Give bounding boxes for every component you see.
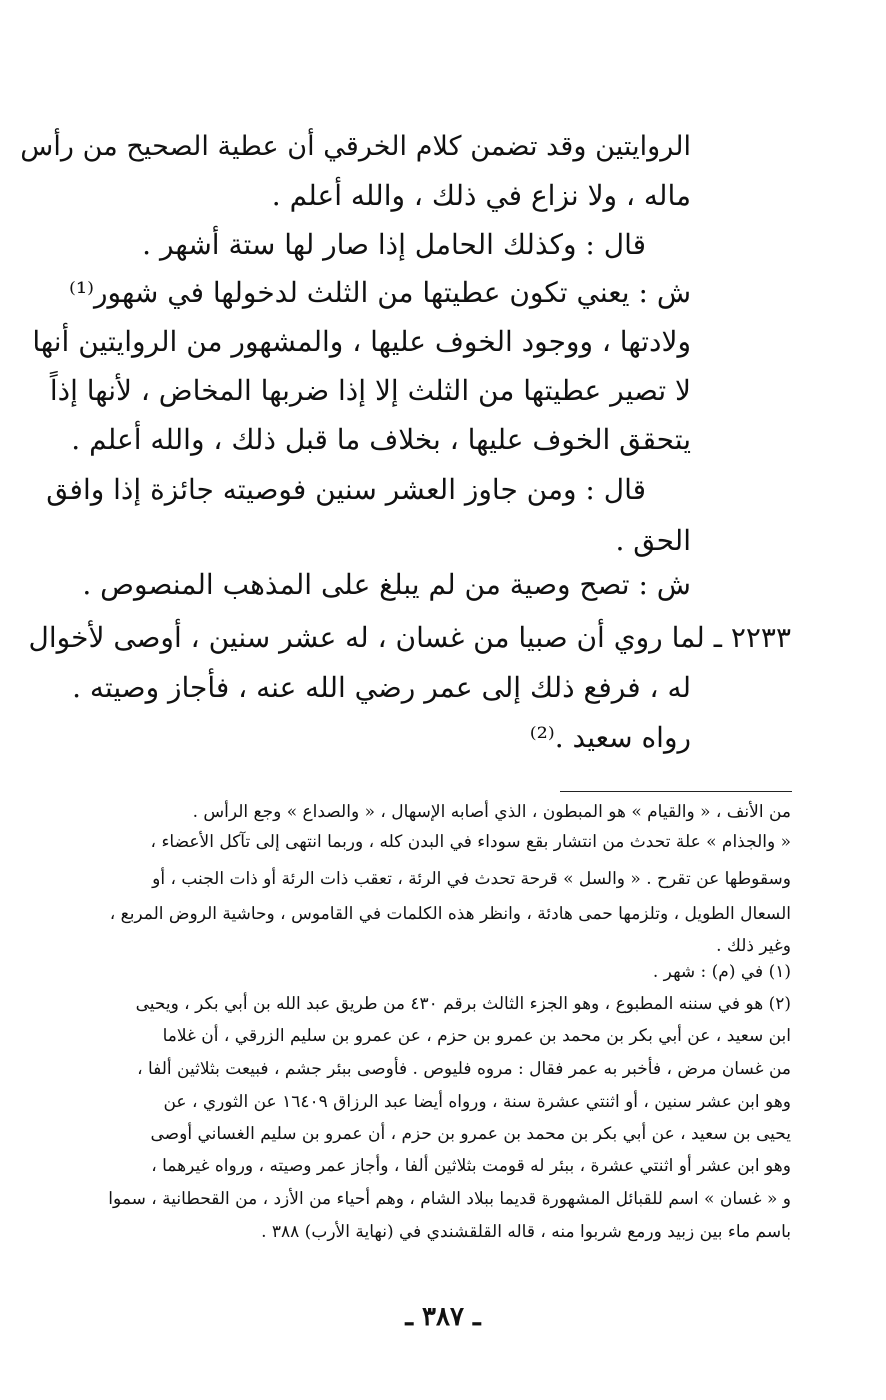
main-line: ش : تصح وصية من لم يبلغ على المذهب المنصوص .	[82, 568, 691, 601]
footnote-line: وسقوطها عن تقرح . « والسل » قرحة تحدث في الرئة ، تعقب ذات الرئة أو ذات الجنب ، أو	[152, 869, 791, 889]
main-line: ٢٢٣٣ ـ لما روي أن صبيا من غسان ، له عشر سنين ، أوصى لأخوال	[28, 621, 791, 654]
main-line: قال : ومن جاوز العشر سنين فوصيته جائزة إذا وافق	[46, 473, 646, 506]
main-line: الروايتين وقد تضمن كلام الخرقي أن عطية الصحيح من رأس	[20, 131, 691, 162]
footnote-separator	[560, 791, 792, 792]
main-line: يتحقق الخوف عليها ، بخلاف ما قبل ذلك ، والله أعلم .	[71, 423, 691, 456]
main-line: قال : وكذلك الحامل إذا صار لها ستة أشهر .	[142, 228, 646, 261]
footnote-line: وهو ابن عشر سنين ، أو اثنتي عشرة سنة ، ورواه أيضا عبد الرزاق ١٦٤٠٩ عن الثوري ، عن	[163, 1092, 791, 1112]
footnote-line: وغير ذلك .	[716, 936, 791, 956]
main-line: ولادتها ، ووجود الخوف عليها ، والمشهور من الروايتين أنها	[32, 325, 691, 358]
main-line: ش : يعني تكون عطيتها من الثلث لدخولها في شهور⁽¹⁾	[69, 276, 691, 309]
main-line: ماله ، ولا نزاع في ذلك ، والله أعلم .	[271, 179, 691, 212]
footnote-line: (١) في (م) : شهر .	[652, 962, 791, 982]
footnote-line: وهو ابن عشر أو اثنتي عشرة ، ببئر له قومت بثلاثين ألفا ، وأجاز عمر وصيته ، ورواه غيرهما ،	[151, 1156, 791, 1176]
footnote-line: ابن سعيد ، عن أبي بكر بن محمد بن عمرو بن حزم ، عن عمرو بن سليم الزرقي ، أن غلاما	[162, 1026, 791, 1046]
footnote-line: و « غسان » اسم للقبائل المشهورة قديما ببلاد الشام ، وهم أحياء من الأزد ، من القحطانية ، سموا	[108, 1189, 791, 1209]
footnote-line: من غسان مرض ، فأخبر به عمر فقال : مروه فليوص . فأوصى ببئر جشم ، فبيعت بثلاثين ألفا ،	[137, 1059, 791, 1079]
footnote-line: (٢) هو في سننه المطبوع ، وهو الجزء الثالث برقم ٤٣٠ من طريق عبد الله بن أبي بكر ، ويحيى	[135, 994, 791, 1014]
main-line: رواه سعيد .⁽²⁾	[529, 721, 691, 754]
main-line: له ، فرفع ذلك إلى عمر رضي الله عنه ، فأجاز وصيته .	[72, 671, 691, 704]
footnote-line: « والجذام » علة تحدث من انتشار بقع سوداء في البدن كله ، وربما انتهى إلى تآكل الأعضاء ،	[150, 832, 791, 852]
footnote-line: السعال الطويل ، وتلزمها حمى هادئة ، وانظر هذه الكلمات في القاموس ، وحاشية الروض المربع ،	[109, 904, 791, 924]
main-line: الحق .	[615, 524, 691, 557]
page-number: ـ ٣٨٧ ـ	[405, 1302, 481, 1332]
footnote-line: يحيى بن سعيد ، عن أبي بكر بن محمد بن عمرو بن حزم ، أن عمرو بن سليم الغساني أوصى	[150, 1124, 791, 1144]
footnote-line: من الأنف ، « والقيام » هو المبطون ، الذي أصابه الإسهال ، « والصداع » وجع الرأس .	[192, 802, 791, 822]
footnote-line: باسم ماء بين زبيد ورمع شربوا منه ، قاله القلقشندي في (نهاية الأرب) ٣٨٨ .	[261, 1222, 791, 1242]
main-line: لا تصير عطيتها من الثلث إلا إذا ضربها المخاض ، لأنها إذاً	[49, 374, 691, 407]
